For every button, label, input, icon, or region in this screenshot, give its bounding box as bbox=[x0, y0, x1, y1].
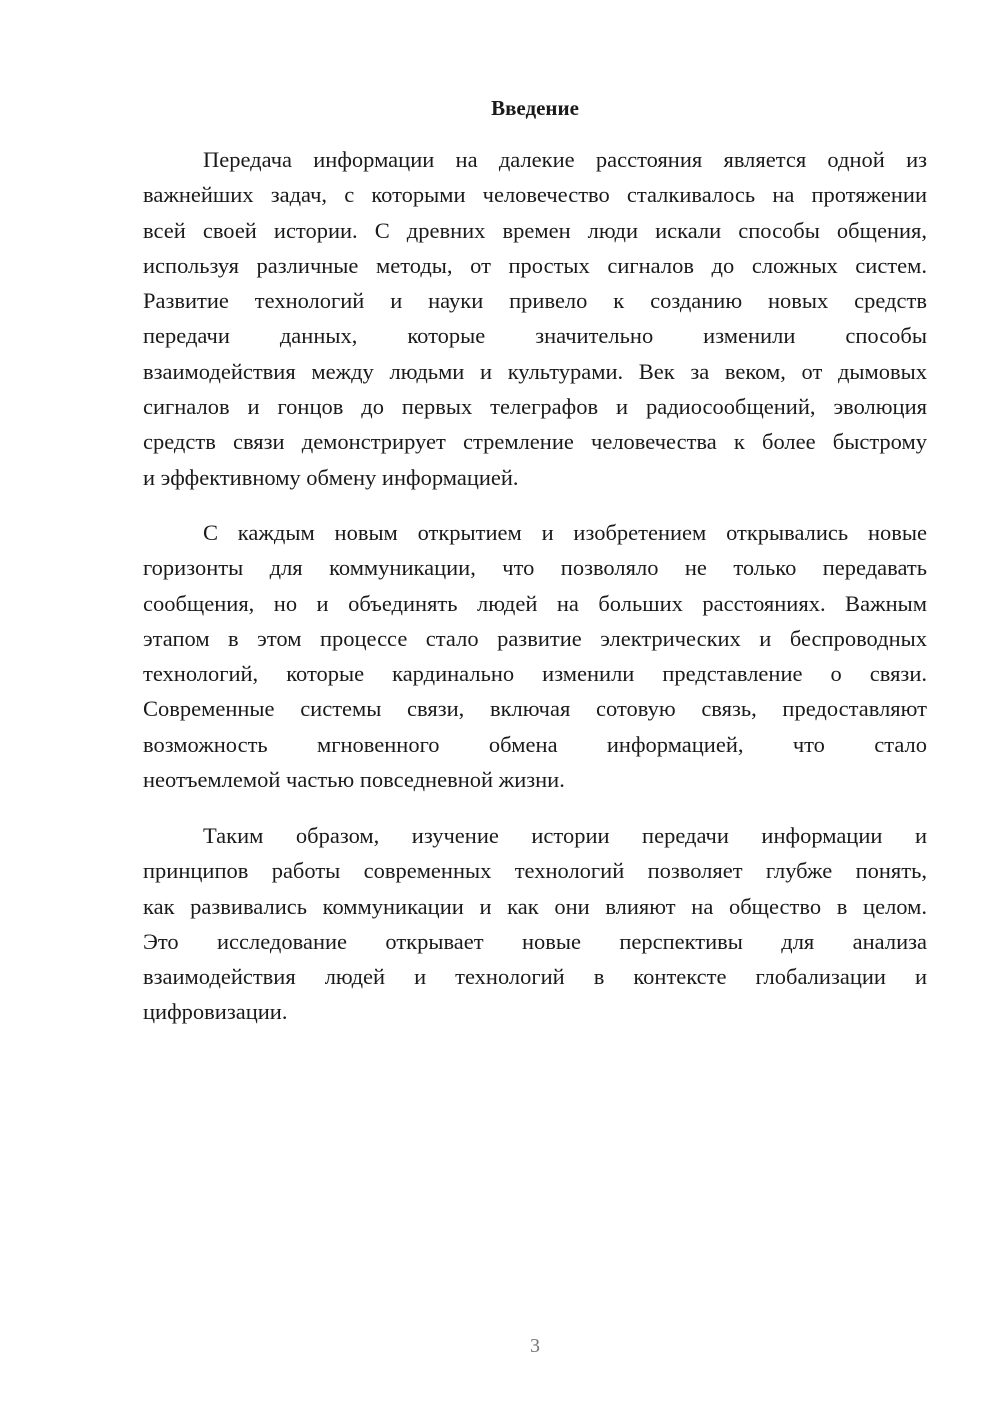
text-line: Таким образом, изучение истории передачи информации и bbox=[203, 823, 927, 848]
text-line: Передача информации на далекие расстояния является одной из bbox=[203, 147, 927, 172]
page-title: Введение bbox=[491, 96, 579, 120]
text-line: важнейших задач, с которыми человечество сталкивалось на протяжении bbox=[143, 182, 927, 208]
text-line: возможность мгновенного обмена информацией, что стало bbox=[143, 731, 927, 757]
text-line: сигналов и гонцов до первых телеграфов и радиосообщений, эволюция bbox=[143, 394, 927, 420]
text-line: взаимодействия людей и технологий в контексте глобализации и bbox=[143, 964, 927, 990]
text-line: Это исследование открывает новые перспективы для анализа bbox=[143, 928, 927, 954]
text-line: и эффективному обмену информацией. bbox=[143, 464, 519, 490]
paragraph-1 bbox=[143, 142, 927, 495]
text-line: Развитие технологий и науки привело к созданию новых средств bbox=[143, 288, 927, 314]
paragraph-3 bbox=[143, 818, 927, 1030]
text-line: принципов работы современных технологий позволяет глубже понять, bbox=[143, 858, 927, 884]
text-line: средств связи демонстрирует стремление человечества к более быстрому bbox=[143, 429, 927, 455]
text-line: Современные системы связи, включая сотовую связь, предоставляют bbox=[143, 696, 927, 722]
paragraph-2 bbox=[143, 515, 927, 797]
text-line: цифровизации. bbox=[143, 999, 288, 1025]
text-line: этапом в этом процессе стало развитие электрических и беспроводных bbox=[143, 625, 927, 651]
text-line: взаимодействия между людьми и культурами. Век за веком, от дымовых bbox=[143, 358, 927, 384]
page-number: 3 bbox=[530, 1335, 540, 1357]
text-line: сообщения, но и объединять людей на больших расстояниях. Важным bbox=[143, 590, 927, 616]
text-line: как развивались коммуникации и как они влияют на общество в целом. bbox=[143, 893, 927, 919]
text-line: используя различные методы, от простых сигналов до сложных систем. bbox=[143, 252, 927, 278]
text-line: технологий, которые кардинально изменили представление о связи. bbox=[143, 661, 927, 687]
text-line: С каждым новым открытием и изобретением открывались новые bbox=[203, 520, 927, 545]
text-line: горизонты для коммуникации, что позволяло не только передавать bbox=[143, 555, 927, 581]
text-line: передачи данных, которые значительно изменили способы bbox=[143, 323, 927, 349]
text-line: неотъемлемой частью повседневной жизни. bbox=[143, 767, 565, 793]
text-line: всей своей истории. С древних времен люди искали способы общения, bbox=[143, 217, 927, 243]
